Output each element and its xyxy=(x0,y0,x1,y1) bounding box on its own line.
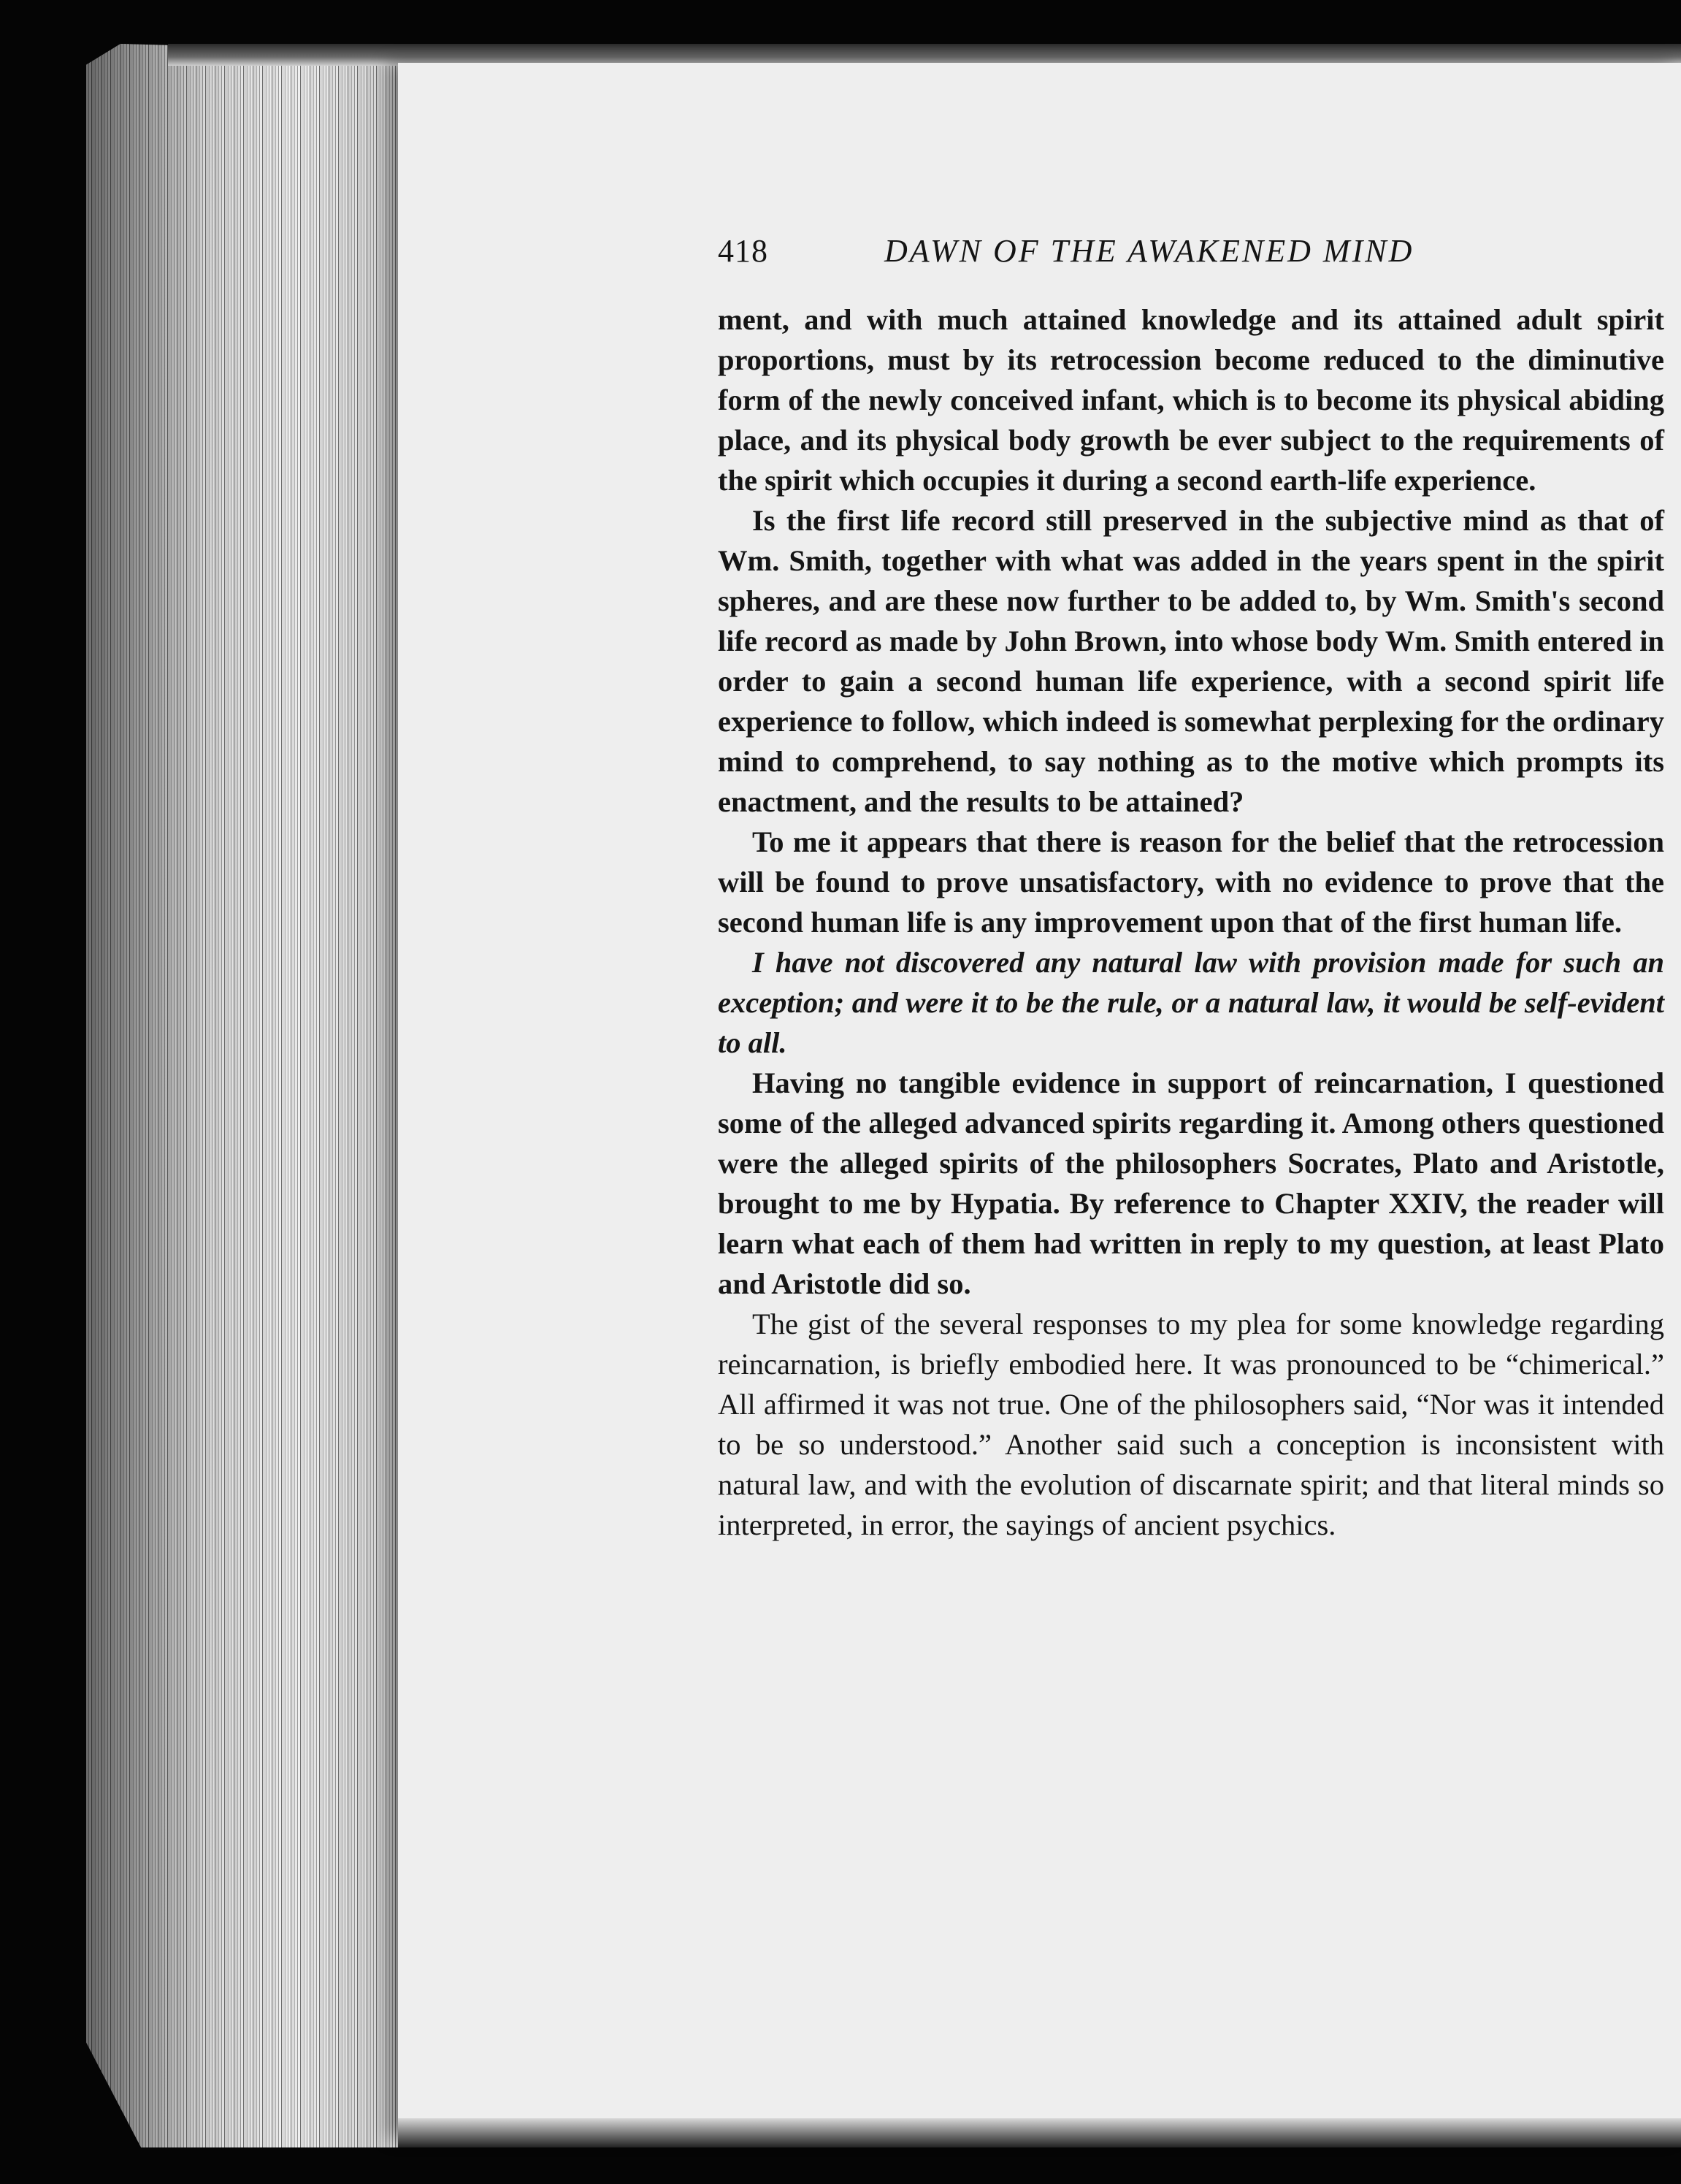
page-bottom-shadow xyxy=(398,2118,1681,2147)
paragraph-italic-statement: I have not discovered any natural law with provision made for such an exception; and were it to be the rule, or a natural law, it would be self-evident to all. xyxy=(718,946,1664,1059)
paragraph-question: Is the first life record still preserved in the subjective mind as that of Wm. Smith, together with what was added in the years spent in the spirit spheres, and are these now further to be added to, by Wm. Smith's second life record as made by John Brown, into whose body Wm. Smith entered in order to gain a second human life experience, with a second spirit life experience to follow, which indeed is somewhat perplexing for the ordinary mind to comprehend, to say nothing as to the motive which prompts its enactment, and the results to be attained? xyxy=(718,504,1664,818)
paragraph-responses: The gist of the several responses to my plea for some knowledge regarding reincarnation, is briefly embodied here. It was pronounced to be “chimerical.” All affirmed it was not true. One of the philosophers said, “Nor was it intended to be so understood.” Another said such a conception is inconsistent with natural law, and with the evolution of discarnate spirit; and that literal minds so interpreted, in error, the sayings of ancient psychics. xyxy=(718,1307,1664,1541)
paragraph-continuation: ment, and with much attained knowledge and its attained adult spirit proportions, must by its retrocession become reduced to the diminutive form of the newly conceived infant, which is to become its physical abiding place, and its physical body growth be ever subject to the requirements of the spirit which occupies it during a second earth-life experience. xyxy=(718,303,1664,497)
page-number: 418 xyxy=(718,233,768,269)
page-edges xyxy=(86,44,429,2147)
page-body xyxy=(718,299,1664,1545)
page-header xyxy=(718,232,1667,273)
paragraph-philosophers: Having no tangible evidence in support of reincarnation, I questioned some of the alleged advanced spirits regarding it. Among others questioned were the alleged spirits of the philosophers Socrates, Plato and Aristotle, brought to me by Hypatia. By reference to Chapter XXIV, the reader will learn what each of them had written in reply to my question, at least Plato and Aristotle did so. xyxy=(718,1066,1664,1300)
paragraph-belief: To me it appears that there is reason for the belief that the retrocession will be found to prove unsatisfactory, with no evidence to prove that the second human life is any improvement upon that of the first human life. xyxy=(718,825,1664,939)
running-title: DAWN OF THE AWAKENED MIND xyxy=(884,233,1414,269)
